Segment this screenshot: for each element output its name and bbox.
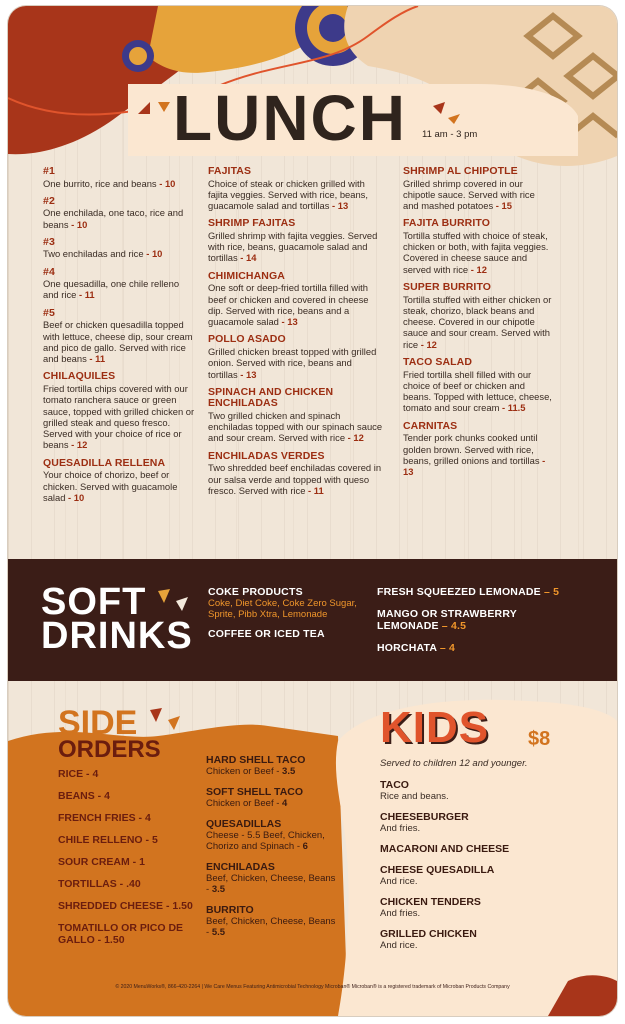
kids-item-name: CHEESE QUESADILLA: [380, 864, 495, 876]
side-order-price: 5.5: [211, 927, 226, 938]
side-order-item: [206, 786, 336, 809]
menu-item-description: [43, 469, 195, 503]
menu-item-description: [208, 410, 384, 444]
page-title: LUNCH: [173, 82, 407, 154]
side-order-name: FRENCH FRIES: [58, 812, 136, 824]
menu-item-desc-text: Fried tortilla chips covered with our tomato ranchera sauce or green sauce, topped with grilled chicken or grilled steak and queso fresco. Served with your choice of rice or beans: [43, 382, 195, 451]
menu-item-price: - 11.5: [499, 402, 525, 413]
menu-item: [403, 218, 553, 275]
side-order-price: 4: [144, 812, 151, 824]
menu-item-name: #2: [43, 194, 55, 207]
menu-item-description: [403, 432, 553, 477]
kids-item: [380, 864, 580, 887]
menu-item-price: - 12: [345, 432, 364, 443]
price-separator: -: [135, 812, 145, 824]
menu-item: [208, 218, 384, 263]
kids-item: [380, 896, 580, 919]
side-order-price: 3.5: [211, 884, 226, 895]
kids-price: $8: [528, 728, 551, 750]
menu-item-desc-text: Grilled shrimp with fajita veggies. Served with rice, beans, guacamole salad and tortillas: [208, 229, 378, 264]
kids-item-description: And fries.: [380, 908, 421, 919]
side-order-name: TOMATILLO OR PICO DE GALLO: [58, 922, 184, 946]
menu-item-desc-text: One quesadilla, one chile relleno and rice: [43, 278, 180, 301]
menu-item-name: CARNITAS: [403, 419, 458, 432]
price-separator: -: [116, 878, 127, 890]
drink-name: FRESH SQUEEZED LEMONADE: [377, 586, 541, 598]
footer-credit: © 2020 MenuWorks®, 866-420-2264 | We Care Menus Featuring Antimicrobial Technology Microban® Microban® is a registered trademark of Microban Products Company: [115, 984, 510, 990]
kids-item-name: CHICKEN TENDERS: [380, 896, 481, 908]
side-order-desc-text: Beef, Chicken, Cheese, Beans: [206, 873, 336, 884]
menu-board: [8, 6, 617, 1016]
menu-item-name: #5: [43, 306, 55, 319]
side-order-item: [206, 861, 336, 895]
price-separator: -: [273, 798, 283, 809]
menu-item-description: [43, 178, 195, 189]
menu-item-name: POLLO ASADO: [208, 333, 286, 346]
drink-item: [377, 586, 577, 598]
menu-item: [208, 271, 384, 328]
menu-item-price: - 13: [279, 316, 298, 327]
drink-price: 5: [553, 586, 560, 598]
kids-note: Served to children 12 and younger.: [380, 758, 528, 769]
kids-item-name: TACO: [380, 779, 409, 791]
menu-item-name: TACO SALAD: [403, 356, 473, 369]
side-order-desc-text: Chicken or Beef: [206, 766, 274, 777]
menu-item-name: QUESADILLA RELLENA: [43, 456, 166, 469]
price-separator: –: [540, 586, 554, 598]
menu-item-name: #4: [43, 265, 55, 278]
kids-item-description: And fries.: [380, 823, 421, 834]
side-order-item: [58, 812, 198, 824]
menu-item-description: [208, 346, 384, 380]
side-order-desc-text: Chicken or Beef: [206, 798, 274, 809]
menu-item-description: [403, 294, 553, 350]
drink-item: [208, 586, 370, 620]
menu-item-price: - 10: [157, 178, 176, 189]
menu-item-name: FAJITAS: [208, 165, 252, 177]
kids-item-description: And rice.: [380, 876, 418, 887]
triangle-ornament-icon: [148, 706, 184, 734]
menu-item-desc-text: Fried tortilla shell filled with our choice of beef or chicken and beans. Topped with lettuce, cheese, tomato and sour cream: [403, 368, 552, 414]
menu-item-price: - 11: [305, 485, 323, 496]
drink-item: [377, 608, 577, 632]
menu-item-name: SPINACH AND CHICKEN ENCHILADAS: [208, 385, 334, 410]
side-order-item: [58, 856, 198, 868]
drink-price: 4.5: [450, 620, 467, 632]
soft-drinks-column-2: [377, 586, 577, 664]
menu-item: [208, 334, 384, 379]
menu-item: [43, 237, 195, 260]
side-orders-title-line2: ORDERS: [58, 736, 161, 763]
side-order-desc-text: Beef, Chicken, Cheese, Beans: [206, 916, 336, 927]
price-separator: -: [129, 856, 140, 868]
menu-item-description: [403, 178, 553, 212]
kids-item-description: Rice and beans.: [380, 791, 449, 802]
menu-item-price: - 10: [69, 219, 88, 230]
menu-item: [403, 166, 553, 211]
price-separator: –: [436, 642, 450, 654]
menu-item-price: - 13: [403, 455, 545, 477]
menu-item-desc-text: Beef or chicken quesadilla topped with lettuce, cheese dip, sour cream and pico de gallo. Served with rice and beans: [43, 319, 193, 365]
menu-item-price: - 15: [493, 200, 512, 211]
menu-item-name: CHIMICHANGA: [208, 269, 285, 282]
lunch-column-2: [208, 166, 384, 503]
side-order-item: [206, 904, 336, 938]
side-order-item: [58, 922, 198, 946]
side-order-name: BURRITO: [206, 904, 254, 916]
price-separator: -: [94, 790, 105, 802]
menu-item-desc-text: Tortilla stuffed with choice of steak, chicken or both, with fajita veggies. Covered in cheese sauce and served with rice: [403, 229, 549, 275]
kids-item: [380, 811, 580, 834]
side-orders-title-line1: SIDE: [58, 704, 138, 742]
menu-item-description: [43, 207, 195, 230]
menu-item-desc-text: Tender pork chunks cooked until golden brown. Served with rice, beans, grilled onions and tortillas: [403, 432, 540, 466]
menu-item-description: [403, 369, 553, 414]
side-order-price: 3.5: [282, 766, 296, 777]
side-order-item: [58, 900, 198, 912]
side-order-price: 5: [151, 834, 158, 846]
side-order-description: [206, 798, 336, 809]
side-order-description: [206, 916, 336, 938]
menu-item: [208, 451, 384, 496]
menu-item-description: [208, 230, 384, 264]
menu-item: [43, 458, 195, 503]
price-separator: -: [142, 834, 152, 846]
menu-item-name: #3: [43, 235, 55, 248]
menu-item-price: - 10: [144, 248, 163, 259]
side-order-name: SOUR CREAM: [58, 856, 130, 868]
lunch-hours: 11 am - 3 pm: [422, 129, 478, 140]
menu-item: [43, 371, 195, 450]
price-separator: -: [206, 927, 212, 938]
drink-name: COKE PRODUCTS: [208, 586, 303, 598]
menu-item-price: - 11: [87, 353, 105, 364]
menu-item-desc-text: One enchilada, one taco, rice and beans: [43, 207, 184, 230]
drink-item: [208, 628, 370, 640]
price-separator: -: [206, 884, 212, 895]
side-order-name: QUESADILLAS: [206, 818, 282, 830]
kids-item-name: GRILLED CHICKEN: [380, 928, 477, 940]
menu-item-name: #1: [43, 165, 55, 177]
price-separator: -: [163, 900, 173, 912]
menu-item-name: FAJITA BURRITO: [403, 217, 490, 230]
triangle-ornament-icon: [156, 587, 192, 617]
side-order-price: 4: [282, 798, 288, 809]
side-order-price: 1.50: [172, 900, 193, 912]
price-separator: –: [438, 620, 451, 632]
menu-item-price: - 10: [65, 492, 84, 503]
menu-item-desc-text: Choice of steak or chicken grilled with fajita veggies. Served with rice, beans, guacamole salad and tortillas: [208, 177, 368, 212]
side-order-name: SOFT SHELL TACO: [206, 786, 304, 798]
menu-item-desc-text: Grilled chicken breast topped with grilled onion. Served with rice, beans and tortillas: [208, 345, 377, 380]
menu-item-desc-text: One burrito, rice and beans: [43, 177, 157, 189]
side-order-name: HARD SHELL TACO: [206, 754, 306, 766]
side-order-desc-text: Cheese - 5.5 Beef, Chicken, Chorizo and Spinach: [206, 830, 325, 852]
menu-item-description: [208, 282, 384, 327]
menu-item-desc-text: Your choice of chorizo, beef or chicken. Served with guacamole salad: [43, 469, 178, 503]
menu-item-name: SUPER BURRITO: [403, 281, 492, 294]
menu-item-name: SHRIMP FAJITAS: [208, 217, 296, 230]
menu-item-desc-text: Tortilla stuffed with either chicken or steak, chorizo, black beans and cheese. Covered in our chipotle sauce and sour cream. Served with rice: [403, 293, 552, 350]
menu-item-description: [208, 178, 384, 212]
menu-item-price: - 13: [329, 200, 348, 211]
menu-item: [43, 308, 195, 365]
menu-item-desc-text: Two grilled chicken and spinach enchiladas topped with our spinach sauce and sour cream. Served with rice: [208, 409, 383, 444]
menu-item-desc-text: One soft or deep-fried tortilla filled with beef or chicken and covered in cheese dip. Served with rice, beans and a guacamole salad: [208, 282, 369, 328]
soft-drinks-section: [8, 559, 617, 681]
menu-item: [403, 421, 553, 478]
side-order-item: [206, 818, 336, 852]
menu-item-name: CHILAQUILES: [43, 370, 116, 383]
side-order-name: SHREDDED CHEESE: [58, 900, 164, 912]
drink-price: 4: [449, 642, 456, 654]
side-order-price: 4: [92, 768, 99, 780]
drink-options: Coke, Diet Coke, Coke Zero Sugar, Sprite, Pibb Xtra, Lemonade: [208, 598, 357, 620]
menu-item: [403, 357, 553, 414]
side-order-name: TORTILLAS: [58, 878, 117, 890]
drink-item: [377, 642, 577, 654]
menu-item-description: [43, 383, 195, 451]
price-separator: -: [83, 768, 93, 780]
drink-name: MANGO OR STRAWBERRY LEMONADE: [377, 608, 517, 632]
side-order-name: BEANS: [58, 790, 95, 802]
menu-item: [208, 166, 384, 211]
menu-item-price: - 14: [238, 252, 257, 263]
side-order-item: [206, 754, 336, 777]
kids-item-name: MACARONI AND CHEESE: [380, 843, 510, 855]
price-separator: -: [94, 934, 105, 946]
side-order-description: [206, 873, 336, 895]
side-order-price: 4: [104, 790, 110, 802]
lunch-column-1: [43, 166, 195, 510]
menu-item-name: ENCHILADAS VERDES: [208, 449, 325, 462]
menu-item-description: [403, 230, 553, 275]
side-order-item: [58, 790, 198, 802]
menu-item-description: [43, 319, 195, 364]
menu-item-description: [208, 462, 384, 496]
menu-item: [43, 196, 195, 230]
kids-item-name: CHEESEBURGER: [380, 811, 469, 823]
side-order-name: RICE: [58, 768, 84, 780]
side-order-description: [206, 766, 336, 777]
lunch-column-3: [403, 166, 553, 484]
side-order-price: 1.50: [104, 934, 125, 946]
menu-item-desc-text: Two enchiladas and rice: [43, 248, 144, 260]
menu-item-price: - 13: [238, 369, 257, 380]
menu-item-name: SHRIMP AL CHIPOTLE: [403, 165, 518, 177]
side-order-price: .40: [126, 878, 141, 890]
kids-item-description: And rice.: [380, 940, 418, 951]
menu-item: [43, 166, 195, 189]
soft-drinks-column-1: [208, 586, 370, 648]
side-order-price: 1: [139, 856, 145, 868]
menu-item-description: [43, 248, 195, 259]
menu-item-price: - 12: [69, 439, 88, 450]
side-order-item: [58, 878, 198, 890]
side-orders-column-2: [206, 754, 336, 947]
kids-item: [380, 779, 580, 802]
side-order-name: ENCHILADAS: [206, 861, 275, 873]
menu-item: [208, 387, 384, 444]
kids-item: [380, 843, 580, 855]
kids-title: KIDS: [380, 703, 490, 752]
menu-item-price: - 11: [76, 289, 94, 300]
side-order-name: CHILE RELLENO: [58, 834, 143, 846]
drink-name: COFFEE OR ICED TEA: [208, 628, 325, 640]
menu-item: [403, 282, 553, 350]
side-orders-column-1: [58, 768, 198, 956]
menu-item-price: - 12: [468, 264, 487, 275]
side-order-item: [58, 834, 198, 846]
side-order-price: 6: [302, 841, 308, 852]
menu-item: [43, 267, 195, 301]
side-order-description: [206, 830, 336, 852]
price-separator: -: [273, 766, 283, 777]
menu-item-desc-text: Two shredded beef enchiladas covered in our salsa verde and topped with queso fresco. Served with rice: [208, 462, 382, 496]
menu-item-desc-text: Grilled shrimp covered in our chipotle sauce. Served with rice and mashed potatoes: [403, 177, 535, 212]
kids-list: [380, 779, 580, 960]
drink-name: HORCHATA: [377, 642, 437, 654]
soft-drinks-title-line2: DRINKS: [41, 615, 193, 657]
side-order-item: [58, 768, 198, 780]
menu-item-price: - 12: [418, 339, 437, 350]
menu-item-description: [43, 278, 195, 301]
soft-drinks-title-line1: SOFT: [41, 581, 147, 623]
price-separator: -: [294, 841, 303, 852]
kids-item: [380, 928, 580, 951]
